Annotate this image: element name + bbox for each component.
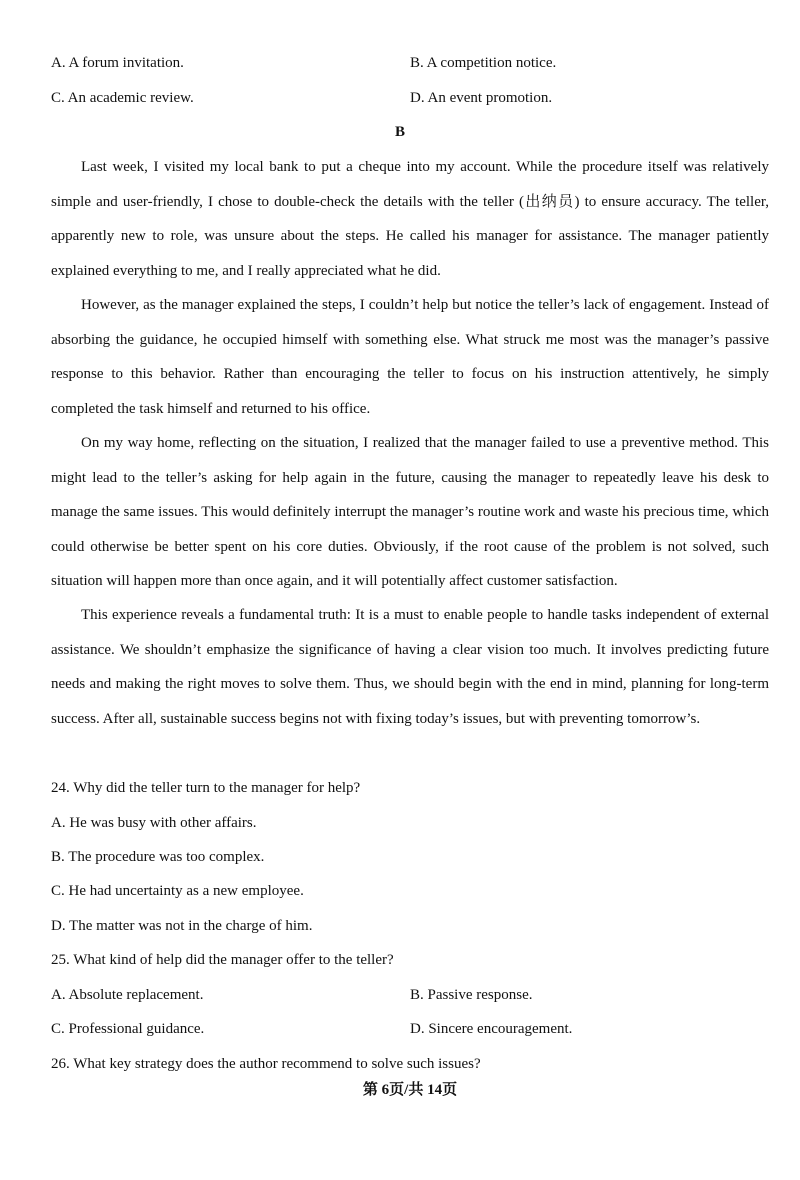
passage-paragraph-2 <box>51 288 769 426</box>
question-24-option-a: A. He was busy with other affairs. <box>51 815 257 831</box>
passage-paragraph-4 <box>51 598 769 736</box>
question-25-option-a: A. Absolute replacement. <box>51 987 204 1003</box>
page-indicator: 第 6页/共 14页 <box>362 1082 458 1098</box>
passage-paragraph-1 <box>51 150 769 288</box>
passage-paragraph-3 <box>51 426 769 599</box>
section-title: B <box>394 124 405 140</box>
option-c: C. An academic review. <box>51 90 194 106</box>
paragraph-text: On my way home, reflecting on the situation, I realized that the manager failed to use a preventive method. This might lead to the teller’s asking for help again in the future, causing the manager to repeatedly leave his desk to manage the same issues. This would definitely interrupt the manager’s routine work and waste his precious time, which could otherwise be better spent on his core duties. Obviously, if the root cause of the problem is not solved, such situation will happen more than once again, and it will potentially affect customer satisfaction. <box>51 435 769 589</box>
question-26-stem: 26. What key strategy does the author recommend to solve such issues? <box>51 1056 481 1072</box>
question-24-option-c: C. He had uncertainty as a new employee. <box>51 883 304 899</box>
question-24-option-d: D. The matter was not in the charge of him. <box>51 918 313 934</box>
option-d: D. An event promotion. <box>410 90 553 106</box>
question-25-option-d: D. Sincere encouragement. <box>410 1021 573 1037</box>
paragraph-text: However, as the manager explained the steps, I couldn’t help but notice the teller’s lack of engagement. Instead of absorbing the guidance, he occupied himself with something else. What struck me most was the manager’s passive response to this behavior. Rather than encouraging the teller to focus on his instruction attentively, he simply completed the task himself and returned to his office. <box>51 297 769 417</box>
question-24-option-b: B. The procedure was too complex. <box>51 849 265 865</box>
question-24-stem: 24. Why did the teller turn to the manager for help? <box>51 780 361 796</box>
paragraph-text: Last week, I visited my local bank to put a cheque into my account. While the procedure itself was relatively simple and user-friendly, I chose to double-check the details with the teller (出纳员) to ensure accuracy. The teller, apparently new to role, was unsure about the steps. He called his manager for assistance. The manager patiently explained everything to me, and I really appreciated what he did. <box>51 159 769 279</box>
question-25-option-c: C. Professional guidance. <box>51 1021 205 1037</box>
option-b: B. A competition notice. <box>410 55 557 71</box>
paragraph-text: This experience reveals a fundamental truth: It is a must to enable people to handle tasks independent of external assistance. We shouldn’t emphasize the significance of having a clear vision too much. It involves predicting future needs and making the right moves to solve them. Thus, we should begin with the end in mind, planning for long-term success. After all, sustainable success begins not with fixing today’s issues, but with preventing tomorrow’s. <box>51 607 769 727</box>
option-a: A. A forum invitation. <box>51 55 184 71</box>
question-25-option-b: B. Passive response. <box>410 987 533 1003</box>
question-25-stem: 25. What kind of help did the manager offer to the teller? <box>51 952 394 968</box>
